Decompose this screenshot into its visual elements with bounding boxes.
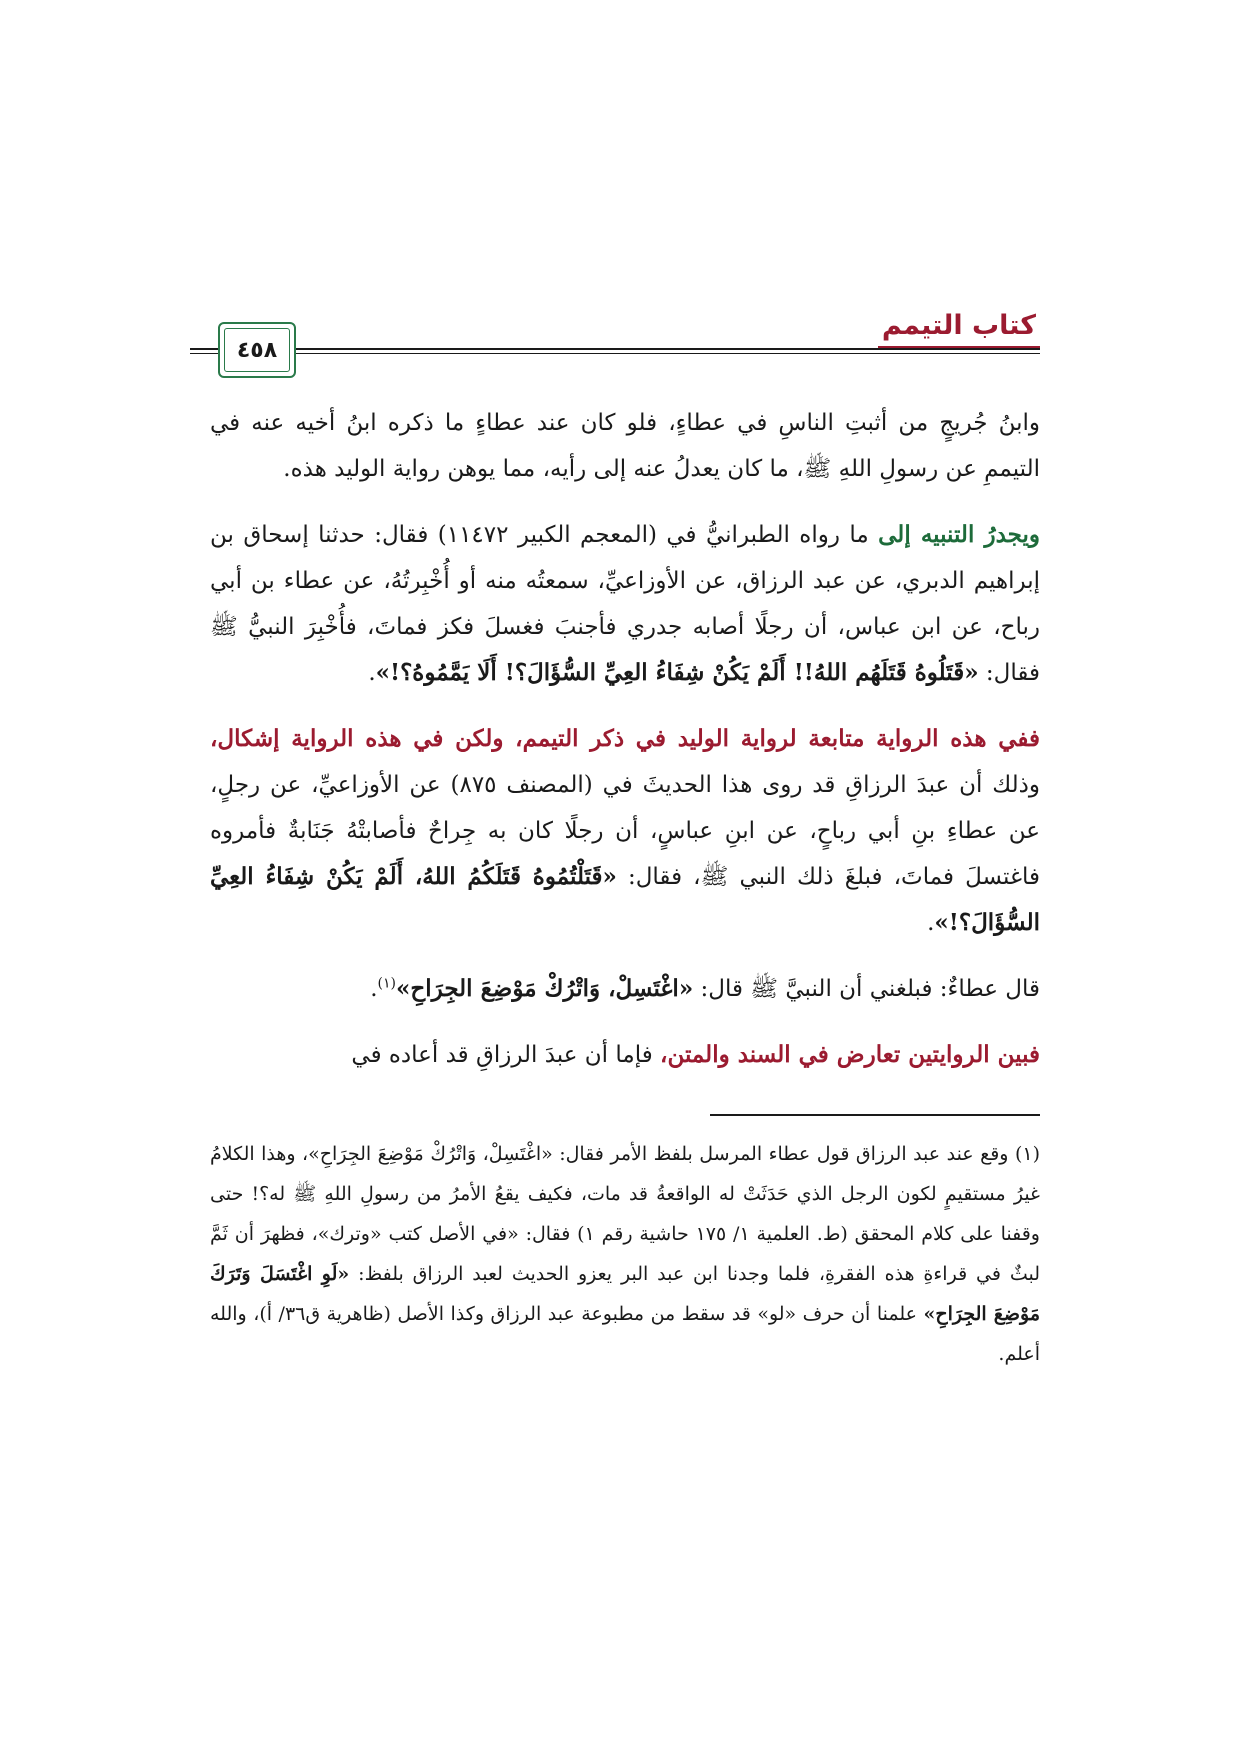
footnote-1 [210,1134,1040,1374]
page-number: ٤٥٨ [236,337,278,363]
footnote-1-quote: «لَوِ اغْتَسَلَ وَتَرَكَ مَوْضِعَ الجِرَاحِ» [210,1263,1040,1325]
header-rule-secondary [230,353,1040,354]
header-rule-left-secondary [190,353,220,354]
paragraph-2-lead: ويجدرُ التنبيه إلى [878,521,1040,548]
paragraph-5-lead: فبين الروايتين تعارض في السند والمتن، [660,1041,1040,1068]
paragraph-3-end: . [927,910,935,936]
paragraph-3-text: وذلك أن عبدَ الرزاقِ قد روى هذا الحديثَ في (المصنف ٨٧٥) عن الأوزاعيِّ، عن رجلٍ، عن عطاءِ بنِ أبي رباحٍ، عن ابنِ عباسٍ، أن رجلًا كان به جِراحٌ فأصابتْهُ جَنَابةٌ فأمروه فاغتسلَ فماتَ، فبلغَ ذلك النبي ﷺ، فقال: [210,772,1040,890]
paragraph-3-quote: «قَتَلْتُمُوهُ قَتَلَكُمُ اللهُ، أَلَمْ يَكُنْ شِفَاءُ العِيِّ السُّؤَالَ؟!» [210,863,1040,936]
paragraph-1 [210,400,1040,492]
paragraph-4 [210,966,1040,1012]
paragraph-4-text: قال عطاءٌ: فبلغني أن النبيَّ ﷺ قال: [693,976,1040,1002]
paragraph-2-end: . [368,660,376,686]
footnotes [210,1134,1040,1374]
paragraph-2-quote: «قَتَلُوهُ قَتَلَهُم اللهُ!! أَلَمْ يَكُنْ شِفَاءُ العِيِّ السُّؤَالَ؟! أَلَا يَمَّمُوهُ؟!» [375,659,979,686]
paragraph-3-lead: ففي هذه الرواية متابعة لرواية الوليد في ذكر التيمم، ولكن في هذه الرواية إشكال، [210,725,1040,752]
footnote-1-part2: علمنا أن حرف «لو» قد سقط من مطبوعة عبد الرزاق وكذا الأصل (ظاهرية ق٣٦/ أ)، والله أعلم. [210,1303,1040,1365]
footnote-separator [710,1114,1040,1116]
paragraph-4-end: . [370,976,378,1002]
footnote-marker: (١) [377,975,397,992]
paragraph-2-text: ما رواه الطبرانيُّ في (المعجم الكبير ١١٤٧٢) فقال: حدثنا إسحاق بن إبراهيم الدبري، عن عبد الرزاق، عن الأوزاعيِّ، سمعتُه منه أو أُخْبِرتُهُ، عن عطاء بن أبي رباح، عن ابن عباس، أن رجلًا أصابه جدري فأجنبَ فغسلَ فكز فماتَ، فأُخْبِرَ النبيُّ ﷺ فقال: [210,522,1040,686]
body-text [210,400,1040,1078]
chapter-title: كتاب التيمم [878,310,1040,348]
paragraph-4-quote: «اغْتَسِلْ، وَاتْرُكْ مَوْضِعَ الجِرَاحِ» [396,975,694,1002]
paragraph-5-text: فإما أن عبدَ الرزاقِ قد أعاده في [351,1042,661,1068]
page-header [210,300,1040,363]
page-number-frame [218,322,296,378]
footnote-1-part1: (١) وقع عند عبد الرزاق قول عطاء المرسل بلفظ الأمر فقال: «اغْتَسِلْ، وَاتْرُكْ مَوْضِعَ الجِرَاحِ»، وهذا الكلامُ غيرُ مستقيمٍ لكون الرجل الذي حَدَثَتْ له الواقعةُ قد مات، فكيف يقعُ الأمرُ من رسولِ اللهِ ﷺ له؟! حتى وقفنا على كلام المحقق (ط. العلمية ١/ ١٧٥ حاشية رقم ١) فقال: «في الأصل كتب «وترك»، فظهرَ أن ثَمَّ لبثٌ في قراءةِ هذه الفقرةِ، فلما وجدنا ابن عبد البر يعزو الحديث لعبد الرزاق بلفظ: [210,1143,1041,1285]
book-page [210,300,1040,1374]
header-rule [230,348,1040,350]
paragraph-1-text: وابنُ جُريجٍ من أثبتِ الناسِ في عطاءٍ، فلو كان عند عطاءٍ ما ذكره ابنُ أخيه عنه في التيممِ عن رسولِ اللهِ ﷺ، ما كان يعدلُ عنه إلى رأيه، مما يوهن رواية الوليد هذه. [210,410,1040,482]
paragraph-3 [210,716,1040,946]
header-rule-left [190,348,220,350]
paragraph-2 [210,512,1040,696]
paragraph-5 [210,1032,1040,1078]
